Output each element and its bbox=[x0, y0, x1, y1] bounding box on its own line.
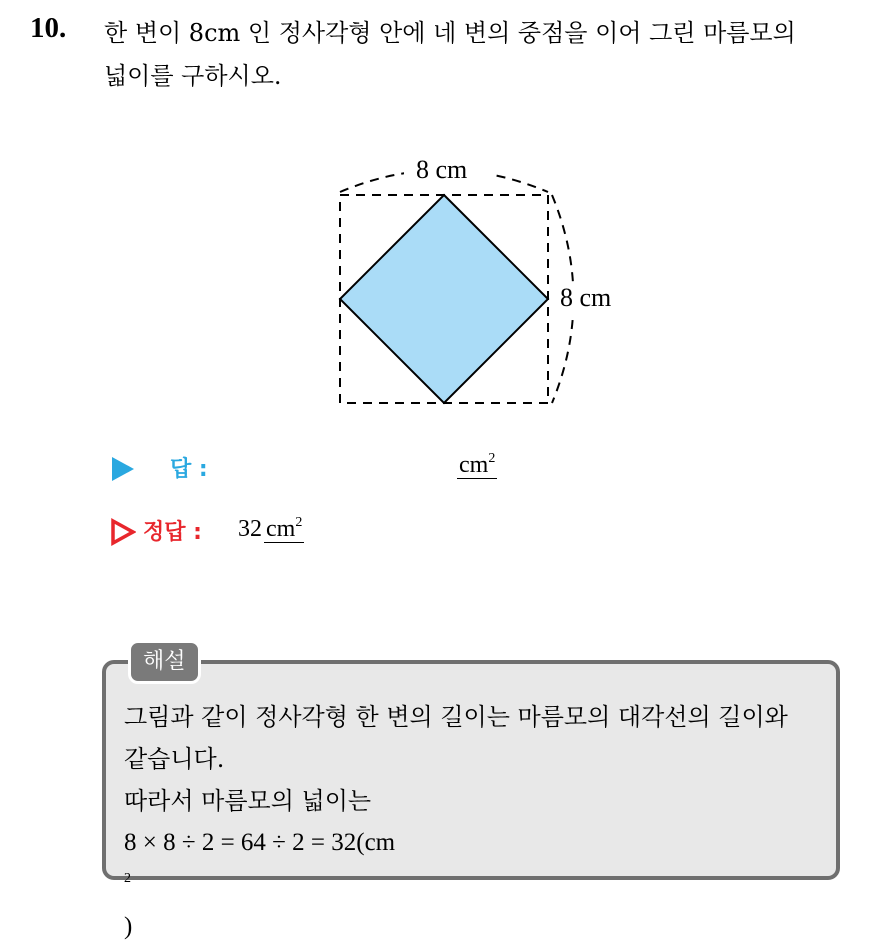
top-length-label: 8 cm bbox=[416, 155, 468, 184]
question-line-1: 한 변이 8cm 인 정사각형 안에 네 변의 중점을 이어 그린 마름모의 bbox=[104, 19, 796, 47]
question-number: 10. bbox=[30, 12, 67, 44]
answer-label: 답 : bbox=[170, 457, 208, 482]
answer-row bbox=[110, 450, 530, 486]
explanation-line-1: 그림과 같이 정사각형 한 변의 길이는 마름모의 대각선의 길이와 bbox=[124, 703, 788, 731]
answer-unit: $cm^2$ bbox=[459, 451, 496, 478]
correct-label: 정답 : bbox=[143, 520, 202, 545]
correct-answer-row bbox=[110, 513, 510, 549]
rhombus bbox=[340, 195, 548, 403]
square-rhombus-figure bbox=[300, 140, 640, 420]
right-length-label: 8 cm bbox=[560, 283, 612, 312]
question-text bbox=[104, 12, 874, 98]
explanation-tab: 해설 bbox=[128, 640, 201, 684]
explanation-line-3: 따라서 마름모의 넓이는 bbox=[124, 787, 372, 815]
outline-triangle-icon bbox=[110, 518, 136, 546]
correct-value: 32 $cm^2$ bbox=[238, 515, 303, 542]
question-line-2: 넓이를 구하시오. bbox=[104, 62, 282, 90]
play-triangle-icon bbox=[110, 456, 136, 482]
explanation-text bbox=[124, 696, 836, 948]
explanation-formula: 8 × 8 ÷ 2 = 64 ÷ 2 = 32(cm $^2$ ) bbox=[124, 829, 396, 940]
explanation-line-2: 같습니다. bbox=[124, 745, 225, 773]
